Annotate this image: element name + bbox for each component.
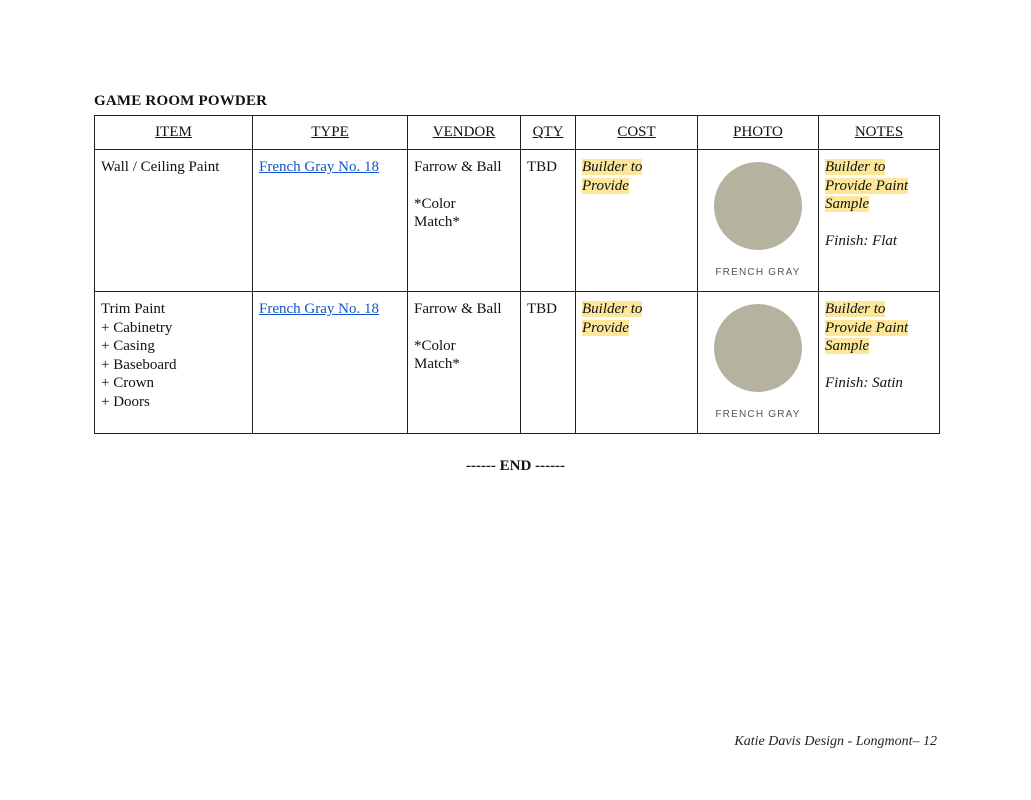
paint-swatch-image <box>714 162 802 250</box>
item-cell <box>95 150 253 292</box>
cost-line: Provide <box>582 319 629 336</box>
vendor-note-line: Match* <box>414 214 460 230</box>
cost-line: Builder to <box>582 159 643 175</box>
header-photo: PHOTO <box>698 116 819 150</box>
qty-cell <box>521 150 576 292</box>
qty-value: TBD <box>527 301 557 317</box>
vendor-note-line: *Color <box>414 195 456 212</box>
header-item: ITEM <box>95 116 253 150</box>
qty-value: TBD <box>527 159 557 175</box>
cost-cell <box>576 292 698 434</box>
table-row <box>95 292 940 434</box>
table-row <box>95 150 940 292</box>
vendor-note-line: *Color <box>414 337 456 354</box>
paint-swatch-image <box>714 304 802 392</box>
notes-line: Provide Paint <box>825 177 909 194</box>
qty-cell <box>521 292 576 434</box>
photo-cell <box>698 292 819 434</box>
paint-type-link[interactable]: French Gray No. 18 <box>259 301 379 317</box>
header-cost: COST <box>576 116 698 150</box>
swatch-label: FRENCH GRAY <box>715 267 801 278</box>
notes-line: Sample <box>825 338 870 354</box>
item-cell <box>95 292 253 434</box>
item-line: + Baseboard <box>101 356 177 373</box>
cost-line: Provide <box>582 177 629 194</box>
swatch-label: FRENCH GRAY <box>715 409 801 420</box>
finish-note: Finish: Flat <box>825 232 898 249</box>
notes-line: Builder to <box>825 159 886 175</box>
notes-cell <box>819 150 940 292</box>
finish-schedule-table <box>94 115 940 434</box>
cost-cell <box>576 150 698 292</box>
vendor-name: Farrow & Ball <box>414 301 502 317</box>
cost-line: Builder to <box>582 301 643 317</box>
item-line: + Casing <box>101 338 155 354</box>
vendor-note-line: Match* <box>414 356 460 372</box>
item-line: + Crown <box>101 375 155 391</box>
item-line: + Doors <box>101 393 150 410</box>
item-line: Trim Paint <box>101 301 166 317</box>
header-notes: NOTES <box>819 116 940 150</box>
paint-type-link[interactable]: French Gray No. 18 <box>259 159 379 175</box>
photo-cell <box>698 150 819 292</box>
finish-note: Finish: Satin <box>825 374 903 391</box>
notes-line: Sample <box>825 196 870 212</box>
notes-line: Builder to <box>825 301 886 317</box>
header-vendor: VENDOR <box>408 116 521 150</box>
header-type: TYPE <box>253 116 408 150</box>
header-qty: QTY <box>521 116 576 150</box>
section-title: GAME ROOM POWDER <box>94 93 268 109</box>
table-header-row <box>95 116 940 150</box>
end-marker: ------ END ------ <box>465 458 566 474</box>
type-cell <box>253 292 408 434</box>
vendor-cell <box>408 292 521 434</box>
type-cell <box>253 150 408 292</box>
item-line: + Cabinetry <box>101 319 173 336</box>
notes-cell <box>819 292 940 434</box>
vendor-name: Farrow & Ball <box>414 159 502 175</box>
page-footer: Katie Davis Design - Longmont– 12 <box>734 734 937 749</box>
vendor-cell <box>408 150 521 292</box>
item-line: Wall / Ceiling Paint <box>101 159 220 175</box>
notes-line: Provide Paint <box>825 319 909 336</box>
